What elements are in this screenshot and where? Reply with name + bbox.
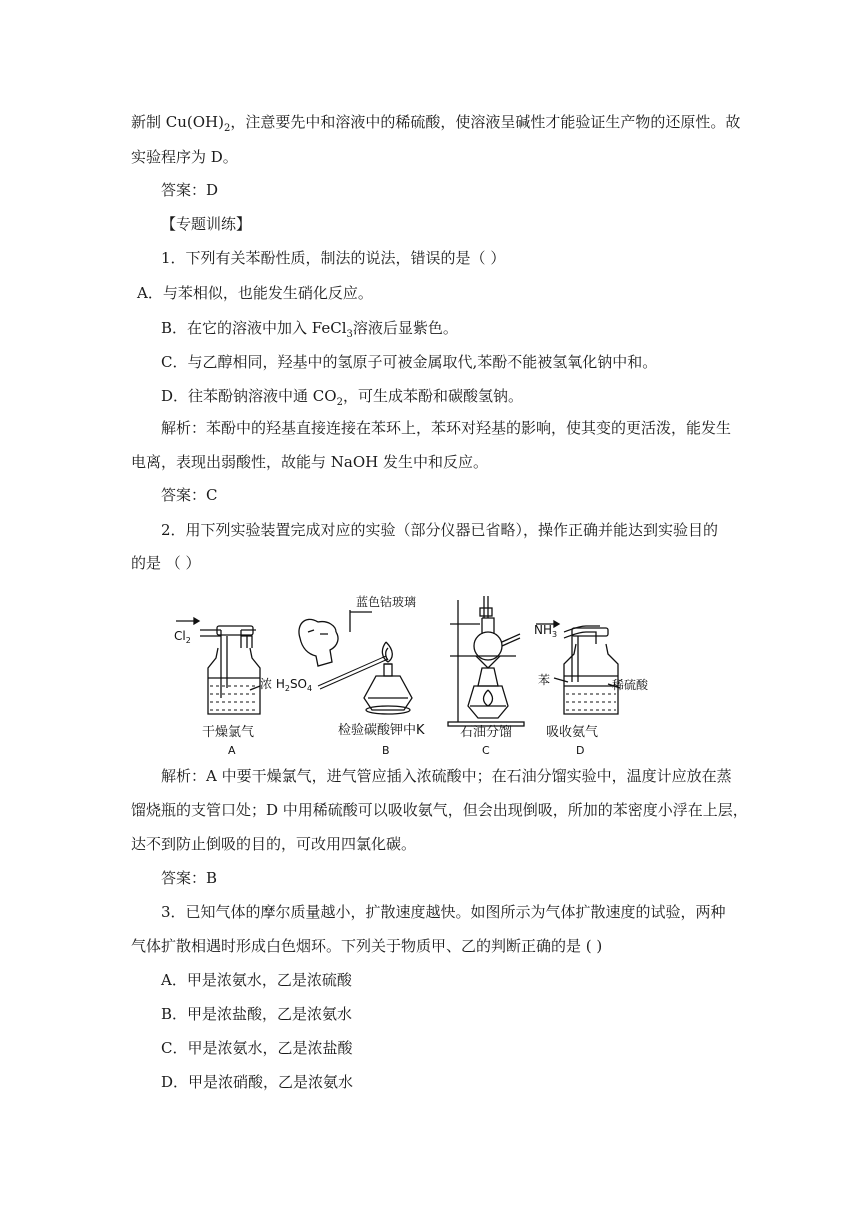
option-d: D．往苯酚钠溶液中通 $CO_2$，可生成苯酚和碳酸氢钠。 (161, 387, 523, 408)
caption-a: 干燥氯气 (202, 725, 255, 740)
section-heading: 【专题训练】 (161, 215, 252, 233)
caption-d: 吸收氨气 (546, 725, 599, 740)
option-c: C．甲是浓氨水，乙是浓盐酸 (161, 1039, 353, 1057)
option-b: B．在它的溶液中加入 FeCl$_3$溶液后显紫色。 (161, 319, 458, 340)
cl2-label: $Cl_2$ (174, 629, 191, 645)
analysis-text: 达不到防止倒吸的目的，可改用四氯化碳。 (131, 835, 417, 853)
apparatus-figure (168, 586, 768, 756)
paragraph-line: 实验程序为 D。 (131, 148, 238, 166)
caption-c: 石油分馏 (460, 725, 513, 740)
question-3-stem: 气体扩散相遇时形成白色烟环。下列关于物质甲、乙的判断正确的是 ( ) (131, 937, 603, 955)
question-1-stem: 1．下列有关苯酚性质，制法的说法，错误的是（ ） (161, 249, 506, 267)
option-a: A．甲是浓氨水，乙是浓硫酸 (161, 971, 352, 989)
analysis-text: 解析：苯酚中的羟基直接连接在苯环上，苯环对羟基的影响，使其变的更活泼，能发生 (161, 419, 732, 437)
letter-c: C (482, 744, 490, 756)
option-d: D．甲是浓硝酸，乙是浓氨水 (161, 1073, 354, 1091)
question-2-stem: 2．用下列实验装置完成对应的实验（部分仪器已省略），操作正确并能达到实验目的 (161, 521, 719, 539)
caption-b: 检验碳酸钾中K (338, 723, 425, 738)
paragraph-line: 新制 $Cu(OH)_2$，注意要先中和溶液中的稀硫酸，使溶液呈碱性才能验证生产物的还原性。故 (131, 113, 741, 134)
h2so4-label: 浓 $H_2SO_4$ (260, 677, 313, 693)
nh3-label: $NH_3$ (534, 623, 558, 639)
analysis-text: 解析：A 中要干燥氯气，进气管应插入浓硫酸中；在石油分馏实验中，温度计应放在蒸 (161, 767, 732, 785)
analysis-text: 馏烧瓶的支管口处；D 中用稀硫酸可以吸收氨气，但会出现倒吸，所加的苯密度小浮在上层， (131, 801, 748, 819)
letter-b: B (382, 744, 390, 756)
benzene-label: 苯 (538, 673, 551, 687)
answer-text: 答案：C (161, 486, 218, 504)
analysis-text: 电离，表现出弱酸性，故能与 NaOH 发生中和反应。 (131, 453, 488, 471)
letter-a: A (228, 744, 236, 756)
answer-text: 答案：D (161, 181, 219, 199)
question-2-stem: 的是 （ ） (131, 554, 201, 572)
option-a: A．与苯相似，也能发生硝化反应。 (137, 284, 373, 302)
option-b: B．甲是浓盐酸，乙是浓氨水 (161, 1005, 353, 1023)
answer-text: 答案：B (161, 869, 218, 887)
dilute-acid-label: 稀硫酸 (612, 678, 649, 692)
option-c: C．与乙醇相同，羟基中的氢原子可被金属取代,苯酚不能被氢氧化钠中和。 (161, 353, 658, 371)
question-3-stem: 3．已知气体的摩尔质量越小，扩散速度越快。如图所示为气体扩散速度的试验，两种 (161, 903, 726, 921)
cobalt-glass-label: 蓝色钴玻璃 (356, 595, 417, 609)
letter-d: D (576, 744, 585, 756)
